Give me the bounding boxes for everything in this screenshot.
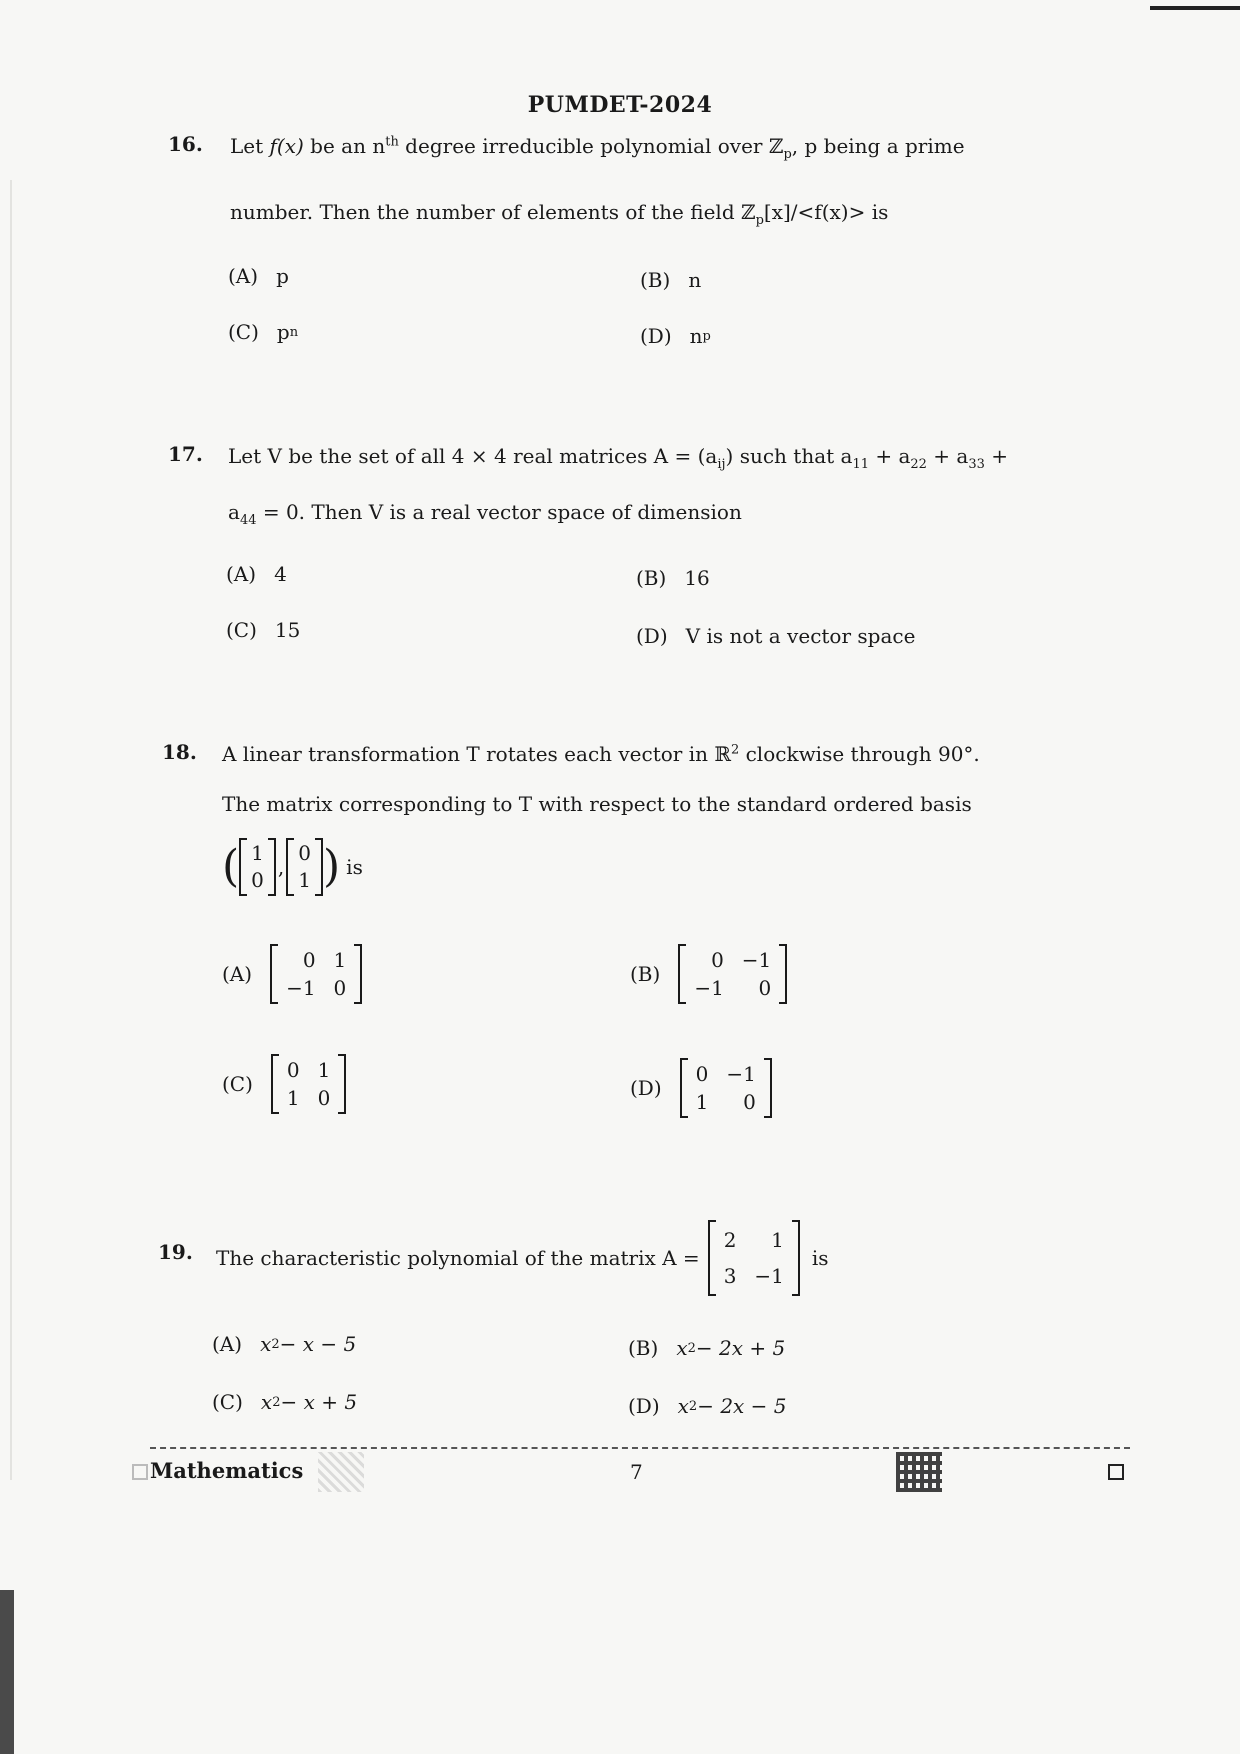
question-19-text: The characteristic polynomial of the matrix A = 2 1 3 −1 is xyxy=(216,1220,829,1296)
scan-edge-shadow xyxy=(0,1590,14,1754)
qr-code-icon xyxy=(896,1452,942,1492)
scan-edge-mark xyxy=(1150,6,1240,10)
question-number-17: 17. xyxy=(168,442,203,466)
q19-option-d: (D) x 2 − 2x − 5 xyxy=(628,1394,787,1418)
question-number-19: 19. xyxy=(158,1240,193,1264)
q16-option-b: (B) n xyxy=(640,268,702,292)
q17-option-c: (C) 15 xyxy=(226,618,301,642)
q16-option-d: (D) n p xyxy=(640,324,711,348)
question-17-line1: Let V be the set of all 4 × 4 real matrices $A = (a_{ij})$ such that $a_{11} + a_{22} + a_{33}$ + xyxy=(228,444,1009,472)
question-16-line1: Let f(x) be an $n^{th}$ degree irreducible polynomial over ℤ$_p$, p being a prime xyxy=(230,134,965,162)
page-number: 7 xyxy=(630,1460,643,1484)
question-18-line2: The matrix corresponding to T with respect to the standard ordered basis xyxy=(222,792,972,816)
footer-divider xyxy=(150,1447,1130,1449)
q16-option-a: (A) p xyxy=(228,264,289,288)
faint-qr-code-icon xyxy=(318,1452,364,1492)
q18-option-a: (A) 0 1 −1 0 xyxy=(222,944,362,1004)
basis-vector-2: 0 1 xyxy=(286,838,323,896)
question-17-line2: $a_{44} = 0$. Then V is a real vector space of dimension xyxy=(228,500,742,528)
question-16-line2: number. Then the number of elements of the field ℤ$_p$[x]/<f(x)> is xyxy=(230,200,889,228)
question-number-16: 16. xyxy=(168,132,203,156)
q18-option-b: (B) 0 −1 −1 0 xyxy=(630,944,787,1004)
q17-option-d: (D) V is not a vector space xyxy=(636,624,916,648)
basis-vector-1: 1 0 xyxy=(239,838,276,896)
q17-option-a: (A) 4 xyxy=(226,562,287,586)
q16-option-c: (C) p n xyxy=(228,320,299,344)
footer-square-icon-right xyxy=(1108,1464,1124,1480)
q18-option-c: (C) 0 1 1 0 xyxy=(222,1054,346,1114)
q19-option-b: (B) x 2 − 2x + 5 xyxy=(628,1336,786,1360)
paper-fold-line xyxy=(10,180,12,1480)
page-header: PUMDET-2024 xyxy=(527,92,713,118)
question-18-line1: A linear transformation T rotates each vector in ℝ$^2$ clockwise through 90°. xyxy=(222,742,980,766)
q17-option-b: (B) 16 xyxy=(636,566,710,590)
footer-square-icon-left xyxy=(132,1464,148,1480)
standard-basis: ( 1 0 , 0 1 ) is xyxy=(222,838,363,896)
matrix-a: 2 1 3 −1 xyxy=(708,1220,800,1296)
q18-option-d: (D) 0 −1 1 0 xyxy=(630,1058,772,1118)
q19-option-c: (C) x 2 − x + 5 xyxy=(212,1390,358,1414)
question-number-18: 18. xyxy=(162,740,197,764)
footer-subject: Mathematics xyxy=(150,1458,304,1483)
q19-option-a: (A) x 2 − x − 5 xyxy=(212,1332,357,1356)
